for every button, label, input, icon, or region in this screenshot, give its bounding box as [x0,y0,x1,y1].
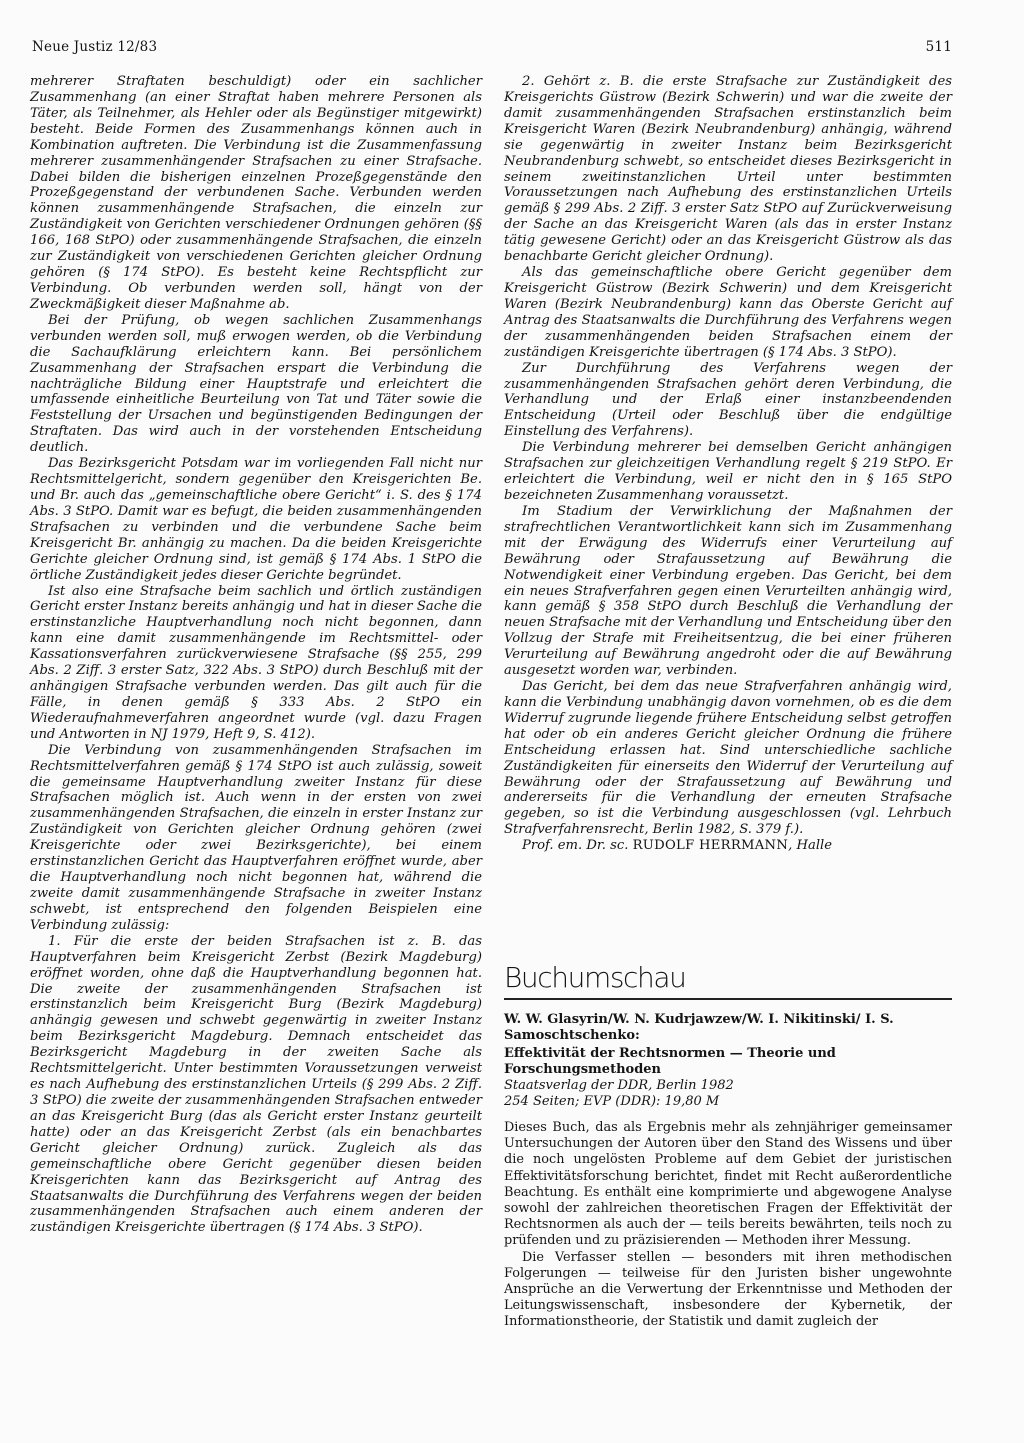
paragraph: Bei der Prüfung, ob wegen sachlichen Zusammenhangs verbunden werden soll, muß erwogen werden, ob die Verbindung die Sachaufklärung erleichtern kann. Bei persönlichem Zusammenhang der Strafsachen erspart die Verbindung die nachträgliche Bildung einer Hauptstrafe und erleichtert die umfassende einheitliche Beurteilung von Tat und Täter sowie die Feststellung der Ursachen und begünstigenden Bedingungen der Straftaten. Das wird auch in der vorstehenden Entscheidung deutlich. [30,312,482,456]
book-authors: W. W. Glasyrin/W. N. Kudrjawzew/W. I. Nikitinski/ I. S. Samoschtschenko: [504,1012,894,1043]
paragraph: Dieses Buch, das als Ergebnis mehr als zehnjähriger gemeinsamer Untersuchungen der Autoren über den Stand des Wissens und über die noch ungelösten Probleme auf dem Gebiet der juristischen Effektivitätsforschung berichtet, findet mit Recht außerordentliche Beachtung. Es enthält eine komprimierte und abgewogene Analyse sowohl der zahlreichen theoretischen Fragen der Effektivität der Rechtsnormen als auch der — teils bereits bewährten, teils noch zu prüfenden und zu präzisierenden — Methoden ihrer Messung. [504,1120,952,1249]
paragraph: mehrerer Straftaten beschuldigt) oder ein sachlicher Zusammenhang (an einer Straftat haben mehrere Personen als Täter, als Teilnehmer, als Hehler oder als Begünstiger mitgewirkt) besteht. Beide Formen des Zusammenhangs können auch in Kombination auftreten. Die Verbindung ist die Zusammenfassung mehrerer zusammenhängender Strafsachen zu einer Strafsache. Dabei bilden die bisherigen einzelnen Prozeßgegenstände den Prozeßgegenstand der verbundenen Sache. Verbunden werden können zusammenhängende Strafsachen, die einzeln zur Zuständigkeit von Gerichten verschiedener Ordnungen gehören (§§ 166, 168 StPO) oder zusammenhängende Strafsachen, die einzeln zur Zuständigkeit von verschiedenen Gerichten gleicher Ordnung gehören (§ 174 StPO). Es besteht keine Rechtspflicht zur Verbindung. Ob verbunden werden soll, hängt von der Zweckmäßigkeit dieser Maßnahme ab. [30,74,482,312]
paragraph: 1. Für die erste der beiden Strafsachen ist z. B. das Hauptverfahren beim Kreisgericht Zerbst (Bezirk Magdeburg) eröffnet worden, ohne daß die Hauptverhandlung begonnen hat. Die zweite der zusammenhängenden Strafsachen ist erstinstanzlich beim Kreisgericht Burg (Bezirk Magdeburg) anhängig gewesen und schwebt gegenwärtig in zweiter Instanz beim Bezirksgericht Magdeburg. Demnach entscheidet das Bezirksgericht Magdeburg in der zweiten Sache als Rechtsmittelgericht. Unter bestimmten Voraussetzungen verweist es nach Aufhebung des erstinstanzlichen Urteils (§ 299 Abs. 2 Ziff. 3 StPO) die zweite der zusammenhängenden Strafsachen entweder an das Kreisgericht Burg (das als Gericht erster Instanz geurteilt hatte) oder an das Kreisgericht Zerbst (als ein benachbartes Gericht gleicher Ordnung) zurück. Zugleich als das gemeinschaftliche obere Gericht gegenüber diesen beiden Kreisgerichten kann das Bezirksgericht auf Antrag des Staatsanwalts die Durchführung des Verfahrens wegen der beiden zusammenhängenden Strafsachen auch einem anderen der zuständigen Kreisgerichte übertragen (§ 174 Abs. 3 StPO). [30,933,482,1236]
signature-title: Prof. em. Dr. sc. [522,838,629,854]
review-body [504,1120,952,1331]
page-number: 511 [925,39,952,55]
paragraph: Das Gericht, bei dem das neue Strafverfahren anhängig wird, kann die Verbindung unabhängig davon vornehmen, ob es die dem Widerruf zugrunde liegende frühere Entscheidung selbst getroffen hat oder ob ein anderes Gericht gleicher Ordnung die frühere Entscheidung erlassen hat. Sind unterschiedliche sachliche Zuständigkeiten für einerseits den Widerruf der Verurteilung auf Bewährung oder der Strafaussetzung auf Bewährung und andererseits für die Verhandlung der erneuten Strafsache gegeben, so ist die Verbindung ausgeschlossen (vgl. Lehrbuch Strafverfahrensrecht, Berlin 1982, S. 379 f.). [504,679,952,838]
book-pages-price: 254 Seiten; EVP (DDR): 19,80 M [504,1094,720,1109]
paragraph: Ist also eine Strafsache beim sachlich und örtlich zuständigen Gericht erster Instanz bereits anhängig und hat in dieser Sache die erstinstanzliche Hauptverhandlung noch nicht begonnen, dann kann eine damit zusammenhängende im Rechtsmittel- oder Kassationsverfahren zurückverwiesene Strafsache (§§ 255, 299 Abs. 2 Ziff. 3 erster Satz, 322 Abs. 3 StPO) durch Beschluß mit der anhängigen Strafsache verbunden werden. Das gilt auch für die Fälle, in denen gemäß § 333 Abs. 2 StPO ein Wiederaufnahmeverfahren angeordnet wurde (vgl. dazu Fragen und Antworten in NJ 1979, Heft 9, S. 412). [30,583,482,742]
paragraph: Zur Durchführung des Verfahrens wegen der zusammenhängenden Strafsachen gehört deren Verbindung, die Verhandlung und der Erlaß einer instanzbeendenden Entscheidung (Urteil oder Beschluß über die endgültige Einstellung des Verfahrens). [504,360,952,440]
paragraph: Das Bezirksgericht Potsdam war im vorliegenden Fall nicht nur Rechtsmittelgericht, sondern gegenüber den Kreisgerichten Be. und Br. auch das „gemeinschaftliche obere Gericht“ i. S. des § 174 Abs. 3 StPO. Damit war es befugt, die beiden zusammenhängenden Strafsachen zu verbinden und die verbundene Sache beim Kreisgericht Br. anhängig zu machen. Da die beiden Kreisgerichte Gerichte gleicher Ordnung sind, ist gemäß § 174 Abs. 1 StPO die örtliche Zuständigkeit jedes dieser Gerichte begründet. [30,456,482,583]
book-title: Effektivität der Rechtsnormen — Theorie und Forschungsmethoden [504,1046,836,1077]
paragraph: Als das gemeinschaftliche obere Gericht gegenüber dem Kreisgericht Güstrow (Bezirk Schwerin) und dem Kreisgericht Waren (Bezirk Neubrandenburg) kann das Oberste Gericht auf Antrag des Staatsanwalts die Durchführung des Verfahrens wegen der zusammenhängenden beiden Strafsachen einem der zuständigen Kreisgerichte übertragen (§ 174 Abs. 3 StPO). [504,265,952,360]
right-column [504,74,952,854]
book-review-section [504,962,952,1331]
running-header [32,39,952,61]
paragraph: Die Verfasser stellen — besonders mit ihren methodischen Folgerungen — teilweise für den Juristen bisher ungewohnte Ansprüche an die Verwertung der Erkenntnisse und Methoden der Leitungswissenschaft, insbesondere der Kybernetik, der Informationstheorie, der Statistik und damit zugleich der [504,1249,952,1330]
paragraph: Im Stadium der Verwirklichung der Maßnahmen der strafrechtlichen Verantwortlichkeit kann sich im Zusammenhang mit der Erwägung des Widerrufs einer Verurteilung auf Bewährung oder Strafaussetzung auf Bewährung die Notwendigkeit einer Verbindung ergeben. Das Gericht, bei dem ein neues Strafverfahren gegen einen Verurteilten anhängig wird, kann gemäß § 358 StPO durch Beschluß die Verhandlung der neuen Strafsache mit der Verhandlung und Entscheidung über den Vollzug der Strafe mit Freiheitsentzug, die bei einer früheren Verurteilung auf Bewährung angedroht oder die auf Bewährung ausgesetzt worden war, verbinden. [504,503,952,679]
left-column [30,74,482,1236]
paragraph: Die Verbindung von zusammenhängenden Strafsachen im Rechtsmittelverfahren gemäß § 174 StPO ist auch zulässig, soweit die gemeinsame Hauptverhandlung zweiter Instanz für diese Strafsachen möglich ist. Auch wenn in der ersten von zwei zusammenhängenden Strafsachen, die einzeln in erster Instanz zur Zuständigkeit von Gerichten gleicher Ordnung gehören (zwei Kreisgerichte oder zwei Bezirksgerichte), bei einem erstinstanzlichen Gericht das Hauptverfahren eröffnet wurde, aber die Hauptverhandlung noch nicht begonnen hat, während die zweite damit zusammenhängende Strafsache in zweiter Instanz schwebt, ist entsprechend den folgenden Beispielen eine Verbindung zulässig: [30,742,482,933]
journal-issue: Neue Justiz 12/83 [32,39,158,55]
paragraph: 2. Gehört z. B. die erste Strafsache zur Zuständigkeit des Kreisgerichts Güstrow (Bezirk Schwerin) und war die zweite der damit zusammenhängenden Strafsachen erstinstanzlich beim Kreisgericht Waren (Bezirk Neubrandenburg) anhängig, während sie gegenwärtig in zweiter Instanz beim Bezirksgericht Neubrandenburg schwebt, so entscheidet dieses Bezirksgericht in seinem zweitinstanzlichen Urteil unter bestimmten Voraussetzungen nach Aufhebung des erstinstanzlichen Urteils gemäß § 299 Abs. 2 Ziff. 3 erster Satz StPO auf Zurückverweisung der Sache an das Kreisgericht Waren (als das in erster Instanz tätig gewesene Gericht) oder an das Kreisgericht Güstrow als das benachbarte Gericht gleicher Ordnung). [504,74,952,265]
section-heading: Buchumschau [504,962,952,1000]
book-publisher: Staatsverlag der DDR, Berlin 1982 [504,1078,734,1093]
signature-place: , Halle [788,838,833,854]
paragraph: Die Verbindung mehrerer bei demselben Gericht anhängigen Strafsachen zur gleichzeitigen Verhandlung regelt § 219 StPO. Er erleichtert die Verbindung, weil er nicht den in § 165 StPO bezeichneten Zusammenhang voraussetzt. [504,440,952,503]
signature-name: RUDOLF HERRMANN [632,838,789,854]
author-signature [504,838,952,854]
